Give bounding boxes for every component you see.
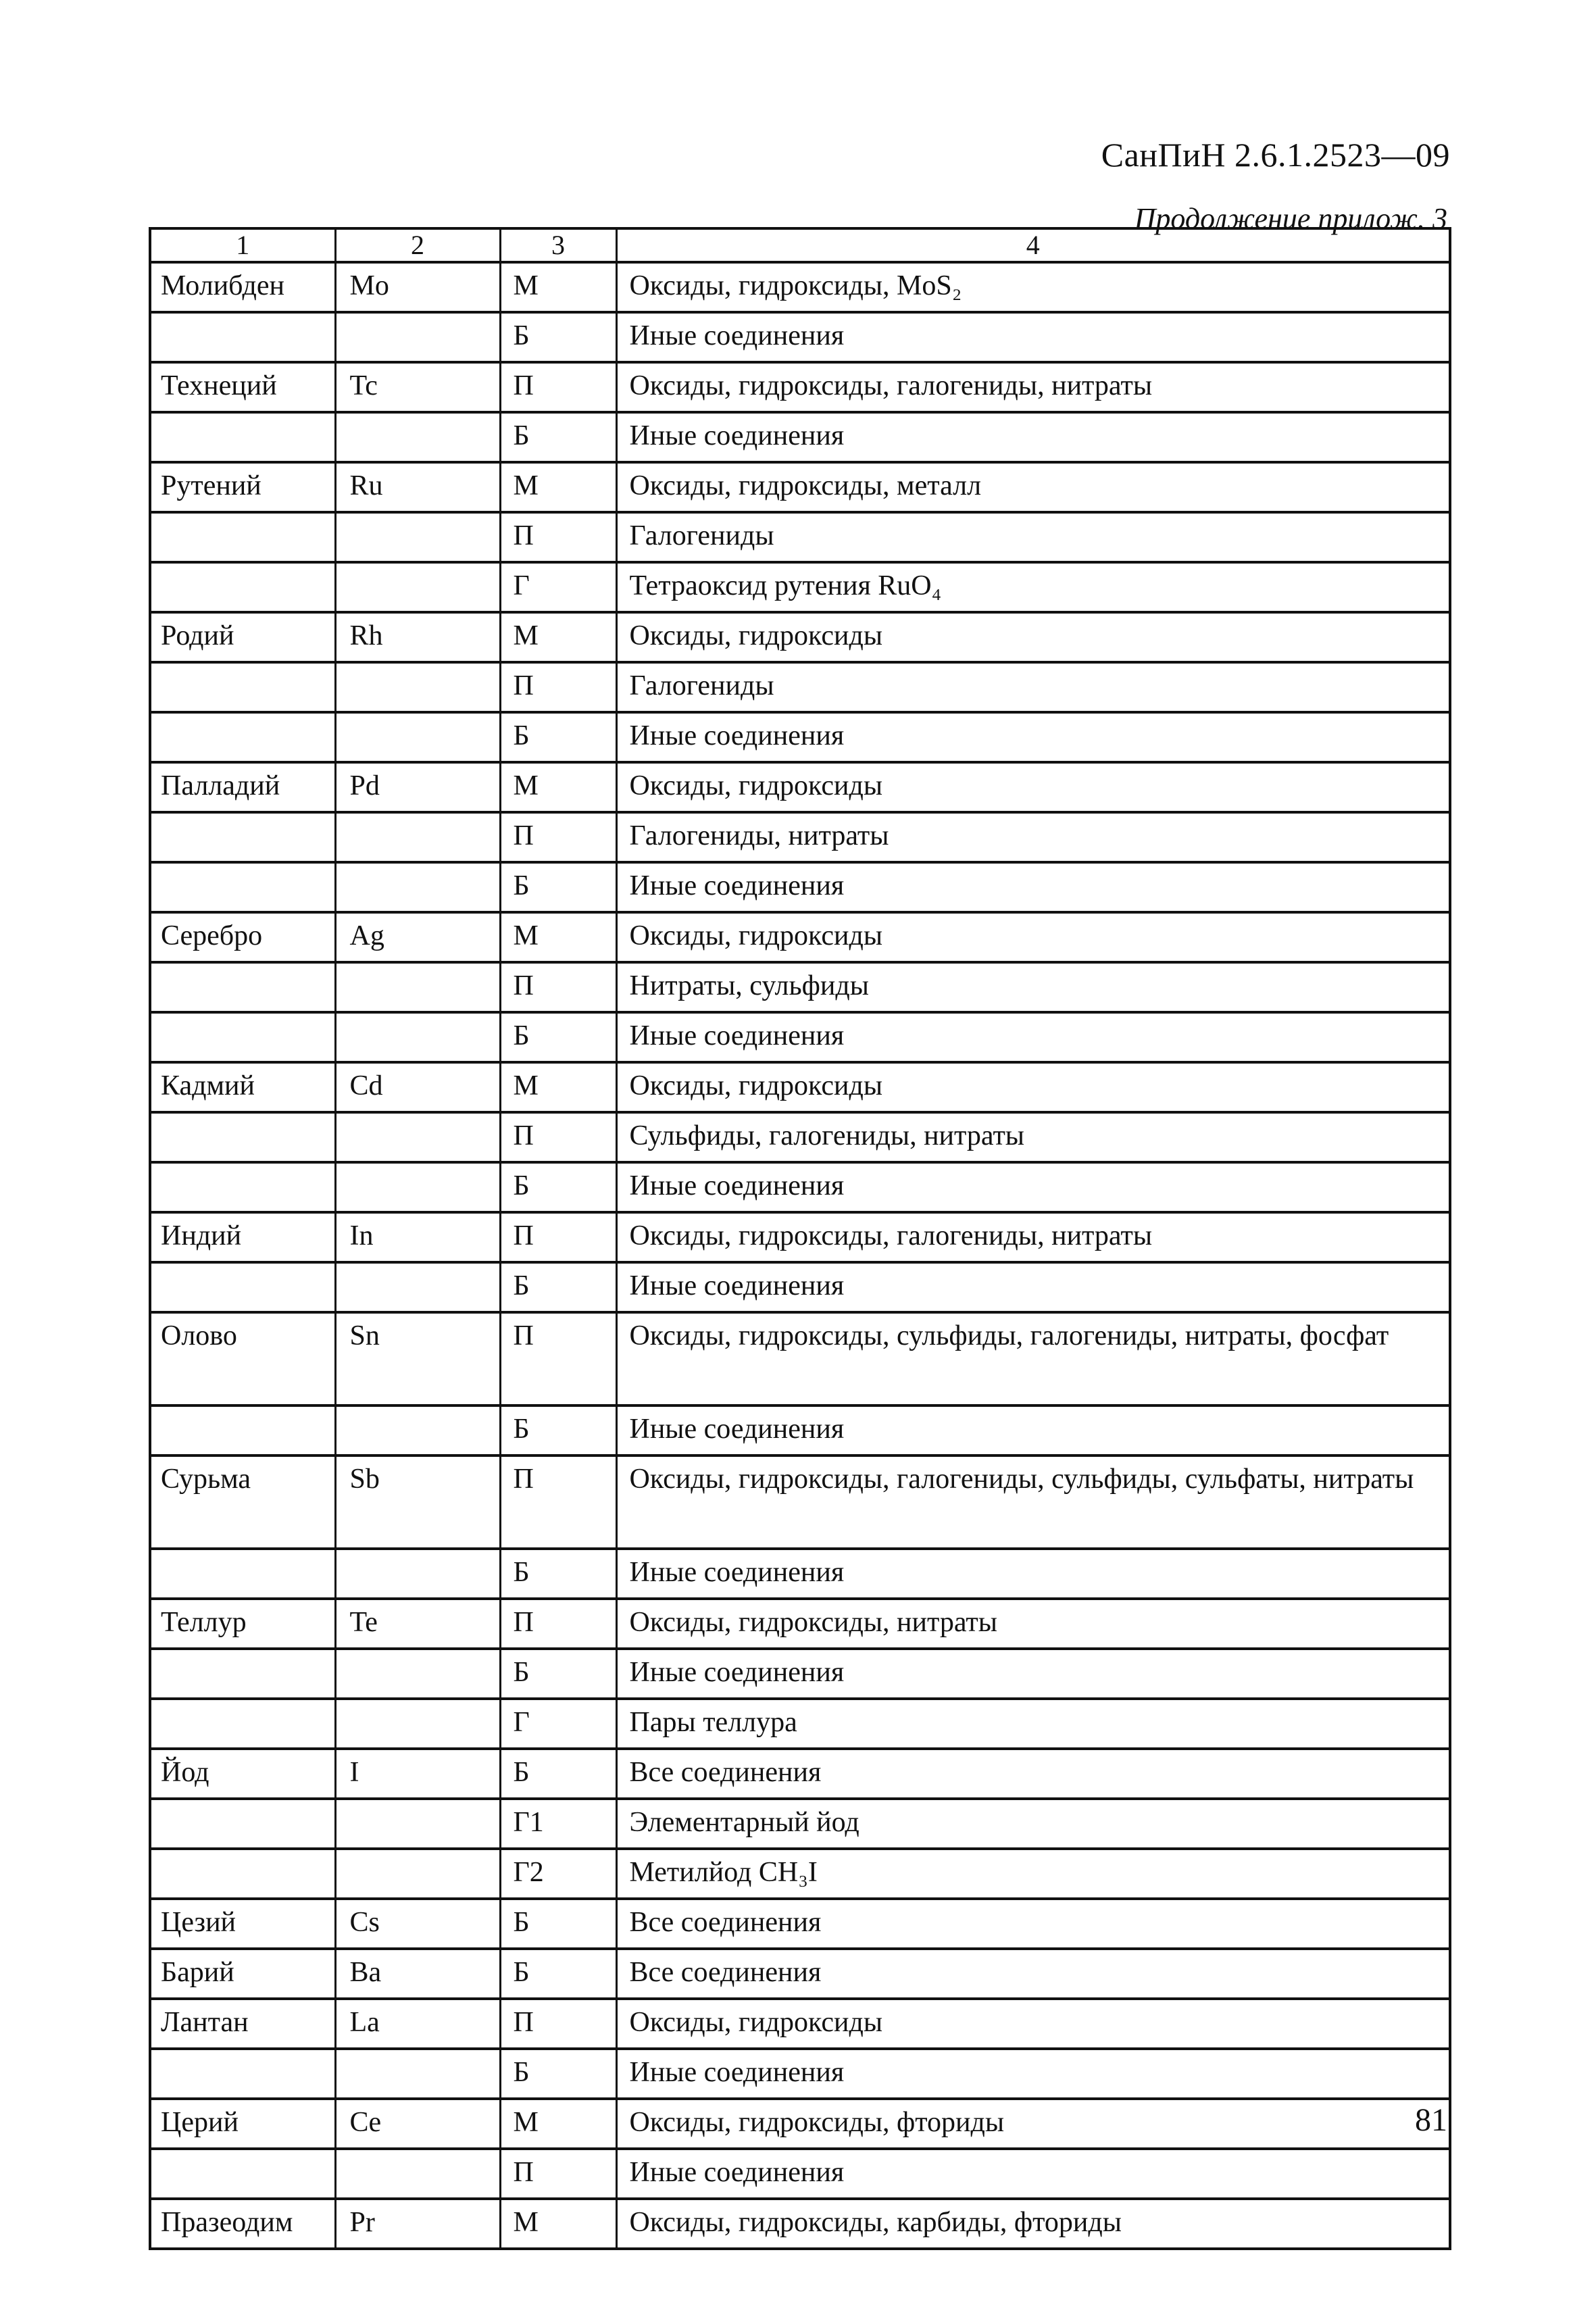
element-symbol (335, 1699, 500, 1749)
element-name (150, 512, 335, 562)
table-row (150, 1949, 1450, 1999)
compound-type: Б (500, 712, 616, 762)
compound-type: Б (500, 1405, 616, 1455)
table-row (150, 512, 1450, 562)
compound-type: М (500, 262, 616, 312)
compound-type: П (500, 1312, 616, 1405)
compound-type: М (500, 462, 616, 512)
table-row (150, 912, 1450, 962)
element-symbol (335, 1849, 500, 1899)
element-name (150, 1649, 335, 1699)
compound-description: Нитраты, сульфиды (616, 962, 1450, 1012)
element-symbol: I (335, 1749, 500, 1799)
element-symbol: Ba (335, 1949, 500, 1999)
element-symbol (335, 312, 500, 362)
compound-type: П (500, 1599, 616, 1649)
compound-description: Метилйод CH₃I (616, 1849, 1450, 1899)
element-symbol (335, 412, 500, 462)
table-row (150, 1212, 1450, 1262)
compound-description: Галогениды (616, 512, 1450, 562)
element-symbol: Ru (335, 462, 500, 512)
element-symbol: Mo (335, 262, 500, 312)
element-symbol: Tc (335, 362, 500, 412)
table-row (150, 362, 1450, 412)
table-body (150, 262, 1450, 2249)
compound-type: П (500, 362, 616, 412)
element-symbol (335, 1549, 500, 1599)
element-name: Молибден (150, 262, 335, 312)
table-row (150, 1549, 1450, 1599)
compound-type: Б (500, 1549, 616, 1599)
compound-description: Иные соединения (616, 1162, 1450, 1212)
table-row (150, 2199, 1450, 2249)
element-name: Родий (150, 612, 335, 662)
compound-description: Элементарный йод (616, 1799, 1450, 1849)
compound-type: М (500, 1062, 616, 1112)
element-name: Технеций (150, 362, 335, 412)
element-symbol (335, 662, 500, 712)
compound-description: Галогениды (616, 662, 1450, 712)
compound-description: Иные соединения (616, 312, 1450, 362)
compound-type: Г1 (500, 1799, 616, 1849)
element-name: Йод (150, 1749, 335, 1799)
compound-type: П (500, 662, 616, 712)
table-row (150, 1799, 1450, 1849)
compound-type: П (500, 2149, 616, 2199)
compound-description: Оксиды, гидроксиды, нитраты (616, 1599, 1450, 1649)
element-symbol (335, 2149, 500, 2199)
table-row (150, 412, 1450, 462)
table-row (150, 962, 1450, 1012)
element-symbol (335, 512, 500, 562)
table-row (150, 812, 1450, 862)
compound-type: М (500, 762, 616, 812)
element-symbol (335, 862, 500, 912)
element-symbol: Pd (335, 762, 500, 812)
compound-type: П (500, 1112, 616, 1162)
table-row (150, 262, 1450, 312)
element-name (150, 1699, 335, 1749)
table-row (150, 1405, 1450, 1455)
element-name: Серебро (150, 912, 335, 962)
compound-type: Б (500, 1162, 616, 1212)
compound-description: Все соединения (616, 1899, 1450, 1949)
element-name: Барий (150, 1949, 335, 1999)
element-symbol: Ce (335, 2099, 500, 2149)
element-symbol (335, 1112, 500, 1162)
compound-description: Иные соединения (616, 1649, 1450, 1699)
element-symbol: Cs (335, 1899, 500, 1949)
table-row (150, 762, 1450, 812)
element-name (150, 712, 335, 762)
table-row (150, 312, 1450, 362)
table-row (150, 1012, 1450, 1062)
element-name (150, 1799, 335, 1849)
compound-description: Иные соединения (616, 1549, 1450, 1599)
element-symbol (335, 562, 500, 612)
element-name (150, 1112, 335, 1162)
table-row (150, 562, 1450, 612)
element-symbol (335, 962, 500, 1012)
compound-description: Все соединения (616, 1749, 1450, 1799)
column-header-1: 1 (150, 228, 335, 262)
compound-description: Оксиды, гидроксиды, карбиды, фториды (616, 2199, 1450, 2249)
compound-type: М (500, 2099, 616, 2149)
table-row (150, 2049, 1450, 2099)
element-name (150, 862, 335, 912)
column-header-3: 3 (500, 228, 616, 262)
compound-description: Оксиды, гидроксиды, фториды (616, 2099, 1450, 2149)
table-row (150, 2149, 1450, 2199)
radionuclide-table (149, 227, 1451, 2250)
table-row (150, 1599, 1450, 1649)
compound-description: Иные соединения (616, 712, 1450, 762)
table-row (150, 1849, 1450, 1899)
compound-description: Иные соединения (616, 1405, 1450, 1455)
element-name (150, 662, 335, 712)
compound-type: П (500, 1212, 616, 1262)
compound-type: П (500, 812, 616, 862)
element-name: Цезий (150, 1899, 335, 1949)
compound-type: Б (500, 1749, 616, 1799)
column-header-4: 4 (616, 228, 1450, 262)
compound-type: М (500, 612, 616, 662)
compound-type: М (500, 912, 616, 962)
element-name (150, 1405, 335, 1455)
element-name: Лантан (150, 1999, 335, 2049)
table-row (150, 1262, 1450, 1312)
compound-description: Оксиды, гидроксиды, галогениды, нитраты (616, 362, 1450, 412)
element-name: Индий (150, 1212, 335, 1262)
element-symbol: Rh (335, 612, 500, 662)
element-name: Олово (150, 1312, 335, 1405)
element-name (150, 2149, 335, 2199)
element-name (150, 2049, 335, 2099)
compound-type: П (500, 1999, 616, 2049)
element-name: Церий (150, 2099, 335, 2149)
element-name: Палладий (150, 762, 335, 812)
element-symbol: Cd (335, 1062, 500, 1112)
compound-description: Иные соединения (616, 2149, 1450, 2199)
element-name: Рутений (150, 462, 335, 512)
element-name (150, 1849, 335, 1899)
compound-description: Оксиды, гидроксиды, MoS₂ (616, 262, 1450, 312)
table-row (150, 2099, 1450, 2149)
compound-type: Б (500, 1649, 616, 1699)
table-row (150, 1999, 1450, 2049)
element-name (150, 1549, 335, 1599)
table-row (150, 1312, 1450, 1405)
element-symbol (335, 2049, 500, 2099)
element-symbol: Sb (335, 1455, 500, 1549)
element-symbol: Te (335, 1599, 500, 1649)
compound-description: Галогениды, нитраты (616, 812, 1450, 862)
compound-type: П (500, 962, 616, 1012)
element-symbol: Pr (335, 2199, 500, 2249)
table-row (150, 1162, 1450, 1212)
compound-type: Б (500, 1262, 616, 1312)
element-symbol: Sn (335, 1312, 500, 1405)
compound-description: Сульфиды, галогениды, нитраты (616, 1112, 1450, 1162)
element-name: Кадмий (150, 1062, 335, 1112)
compound-description: Оксиды, гидроксиды (616, 762, 1450, 812)
compound-description: Иные соединения (616, 412, 1450, 462)
compound-description: Иные соединения (616, 2049, 1450, 2099)
table-row (150, 862, 1450, 912)
element-name (150, 1162, 335, 1212)
compound-type: Б (500, 1949, 616, 1999)
compound-description: Оксиды, гидроксиды, сульфиды, галогениды, нитраты, фосфат (616, 1312, 1450, 1405)
compound-description: Оксиды, гидроксиды (616, 1062, 1450, 1112)
element-symbol: La (335, 1999, 500, 2049)
continuation-note: Продолжение прилож. 3 (1134, 202, 1447, 235)
element-symbol (335, 1405, 500, 1455)
compound-description: Иные соединения (616, 1012, 1450, 1062)
compound-type: М (500, 2199, 616, 2249)
element-name (150, 962, 335, 1012)
element-symbol: In (335, 1212, 500, 1262)
document-code: СанПиН 2.6.1.2523—09 (1101, 136, 1450, 174)
column-header-2: 2 (335, 228, 500, 262)
compound-type: П (500, 1455, 616, 1549)
compound-description: Оксиды, гидроксиды, металл (616, 462, 1450, 512)
compound-type: Г2 (500, 1849, 616, 1899)
compound-description: Оксиды, гидроксиды, галогениды, сульфиды, сульфаты, нитраты (616, 1455, 1450, 1549)
element-symbol (335, 712, 500, 762)
element-name: Теллур (150, 1599, 335, 1649)
element-name (150, 812, 335, 862)
table-row (150, 712, 1450, 762)
element-symbol (335, 1649, 500, 1699)
compound-type: Б (500, 412, 616, 462)
element-symbol: Ag (335, 912, 500, 962)
compound-type: П (500, 512, 616, 562)
compound-type: Б (500, 862, 616, 912)
element-name (150, 412, 335, 462)
table-row (150, 462, 1450, 512)
compound-description: Оксиды, гидроксиды (616, 612, 1450, 662)
table-row (150, 1899, 1450, 1949)
table-row (150, 1455, 1450, 1549)
element-name: Празеодим (150, 2199, 335, 2249)
element-name (150, 562, 335, 612)
compound-type: Б (500, 1012, 616, 1062)
element-symbol (335, 1162, 500, 1212)
table-row (150, 1749, 1450, 1799)
element-name: Сурьма (150, 1455, 335, 1549)
compound-description: Иные соединения (616, 1262, 1450, 1312)
element-symbol (335, 1012, 500, 1062)
element-name (150, 1262, 335, 1312)
table-row (150, 662, 1450, 712)
compound-description: Тетраоксид рутения RuO₄ (616, 562, 1450, 612)
compound-description: Оксиды, гидроксиды (616, 1999, 1450, 2049)
compound-description: Иные соединения (616, 862, 1450, 912)
table-row (150, 1649, 1450, 1699)
compound-description: Оксиды, гидроксиды (616, 912, 1450, 962)
compound-type: Г (500, 562, 616, 612)
element-name (150, 1012, 335, 1062)
table-row (150, 612, 1450, 662)
compound-type: Б (500, 2049, 616, 2099)
compound-type: Б (500, 1899, 616, 1949)
element-symbol (335, 812, 500, 862)
table-header-row (150, 228, 1450, 262)
compound-type: Г (500, 1699, 616, 1749)
table-row (150, 1062, 1450, 1112)
compound-type: Б (500, 312, 616, 362)
element-name (150, 312, 335, 362)
page-number: 81 (1415, 2102, 1447, 2138)
table-row (150, 1699, 1450, 1749)
compound-description: Оксиды, гидроксиды, галогениды, нитраты (616, 1212, 1450, 1262)
compound-description: Все соединения (616, 1949, 1450, 1999)
table-row (150, 1112, 1450, 1162)
compound-description: Пары теллура (616, 1699, 1450, 1749)
element-symbol (335, 1799, 500, 1849)
element-symbol (335, 1262, 500, 1312)
